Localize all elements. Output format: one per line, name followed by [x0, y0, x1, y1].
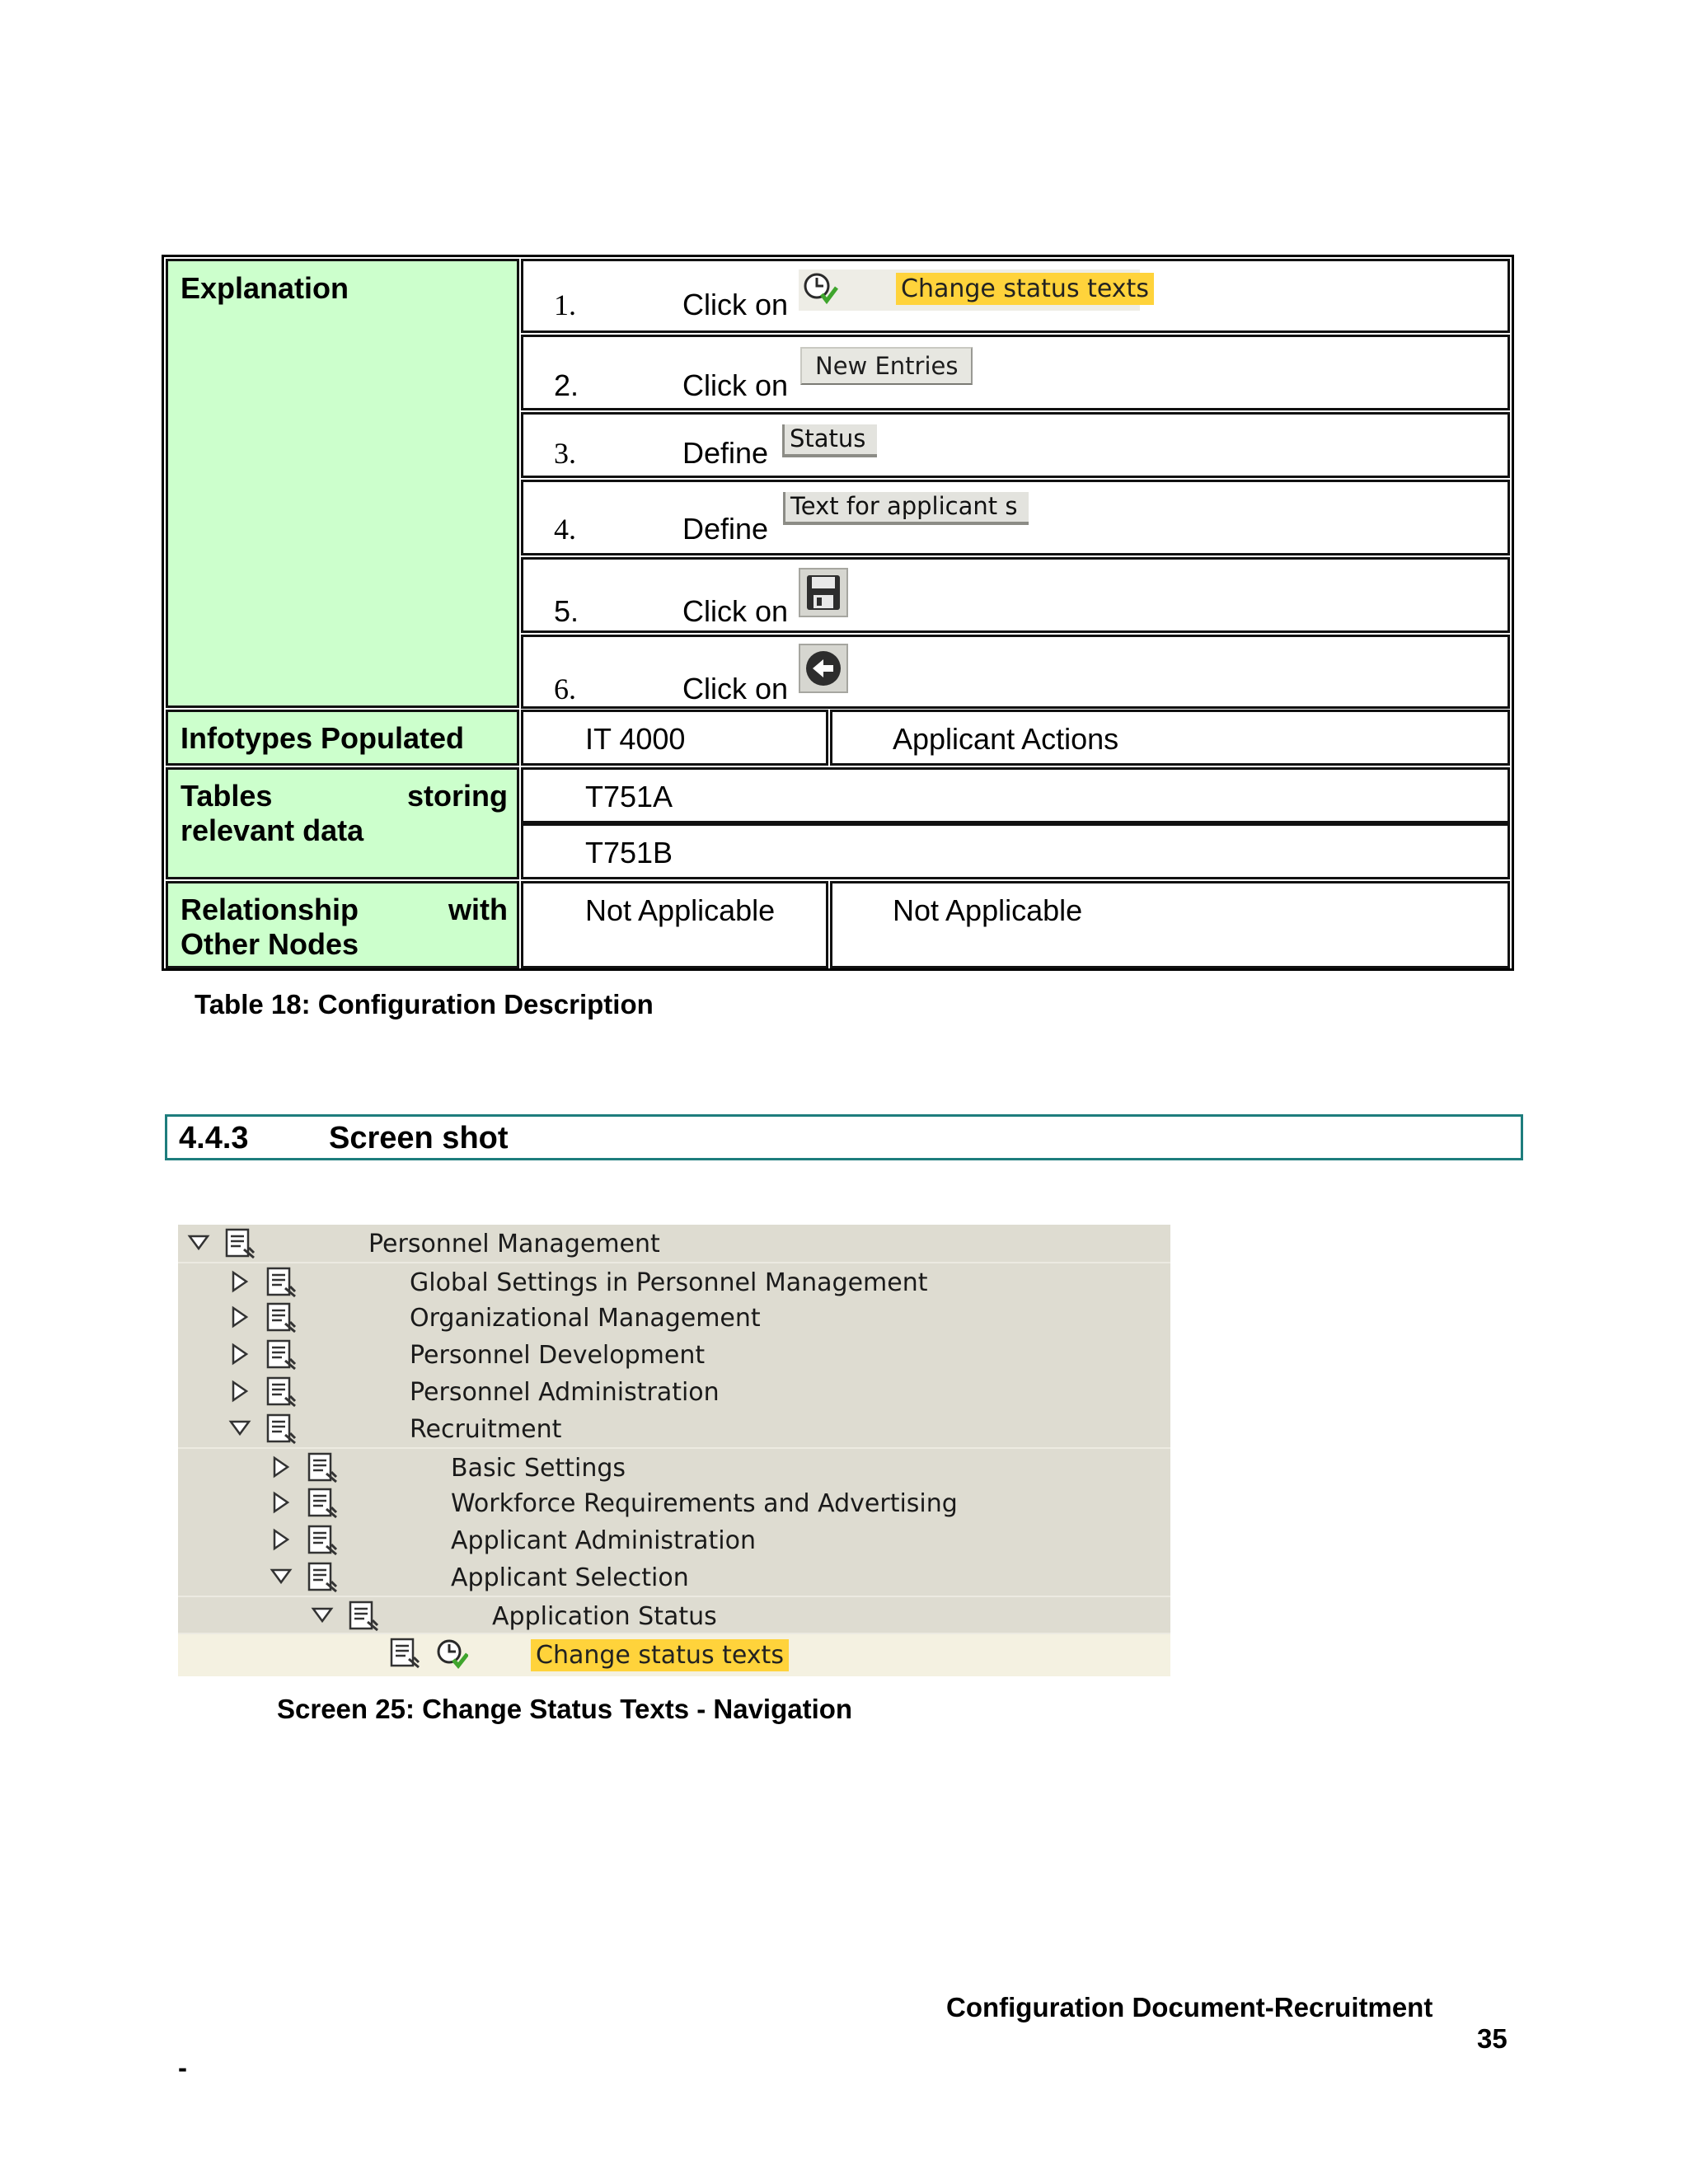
tree-node[interactable] — [178, 1521, 1170, 1558]
step-row-2 — [521, 335, 1510, 410]
infotypes-label: Infotypes Populated — [181, 721, 465, 755]
tree-node[interactable] — [178, 1410, 1170, 1447]
collapsed-triangle-icon[interactable] — [227, 1305, 252, 1329]
tables-label-line1 — [181, 779, 508, 813]
tree-node[interactable] — [178, 1225, 1170, 1262]
footer-dash: - — [178, 2052, 187, 2083]
step-row-5 — [521, 557, 1510, 633]
tables-label-line2: relevant data — [181, 813, 364, 847]
step-action: Click on — [682, 288, 789, 321]
tree-node[interactable] — [178, 1373, 1170, 1410]
section-heading — [165, 1114, 1523, 1160]
collapsed-triangle-icon[interactable] — [269, 1527, 293, 1552]
table-value: T751A — [585, 780, 673, 813]
step-number: 6. — [554, 673, 576, 705]
step-number: 2. — [554, 368, 579, 402]
table-caption: Table 18: Configuration Description — [195, 989, 654, 1019]
execute-clock-icon — [802, 271, 838, 307]
table-value: T751B — [585, 836, 673, 869]
document-icon — [307, 1488, 340, 1519]
step-action: Click on — [682, 594, 789, 628]
document-icon — [265, 1376, 298, 1408]
img-navigation-tree — [178, 1225, 1170, 1675]
relationship-label-word1: Relationship — [181, 893, 359, 926]
document-icon — [307, 1452, 340, 1483]
explanation-label: Explanation — [181, 271, 349, 305]
document-icon — [224, 1228, 257, 1259]
expanded-triangle-icon[interactable] — [186, 1230, 211, 1255]
change-status-texts-node[interactable] — [799, 269, 1149, 311]
table-value-cell — [521, 823, 1510, 879]
relationship-value: Not Applicable — [585, 893, 776, 927]
collapsed-triangle-icon[interactable] — [227, 1269, 252, 1294]
step-row-4 — [521, 480, 1510, 555]
expanded-triangle-icon[interactable] — [269, 1564, 293, 1589]
tree-node-label: Applicant Administration — [451, 1526, 756, 1555]
back-icon[interactable] — [799, 644, 848, 693]
infotype-name-cell — [830, 710, 1510, 766]
relationship-label-cell — [166, 881, 519, 968]
explanation-label-cell — [166, 259, 519, 708]
tree-node-label: Global Settings in Personnel Management — [410, 1268, 928, 1297]
tree-node-label: Recruitment — [410, 1415, 562, 1444]
step-row-3 — [521, 412, 1510, 478]
step-number: 4. — [554, 513, 576, 546]
document-icon — [389, 1638, 422, 1669]
tree-node[interactable] — [178, 1262, 1170, 1301]
new-entries-button[interactable]: New Entries — [800, 347, 973, 385]
tree-node[interactable] — [178, 1596, 1170, 1634]
tree-node-label: Applicant Selection — [451, 1563, 689, 1592]
tree-node-label: Application Status — [492, 1602, 717, 1631]
configuration-table — [162, 255, 1514, 971]
execute-clock-icon[interactable] — [435, 1638, 468, 1671]
document-icon — [307, 1525, 340, 1556]
document-icon — [265, 1339, 298, 1371]
tree-node-label: Basic Settings — [451, 1454, 626, 1483]
tree-node-label: Personnel Development — [410, 1341, 706, 1370]
tables-label-word2: storing — [407, 779, 508, 813]
document-icon — [265, 1302, 298, 1333]
tree-node-label: Organizational Management — [410, 1304, 761, 1333]
tree-node[interactable] — [178, 1299, 1170, 1336]
tree-node[interactable] — [178, 1447, 1170, 1486]
infotype-name: Applicant Actions — [893, 722, 1119, 756]
applicant-status-text-field-header[interactable]: Text for applicant s — [783, 492, 1029, 525]
document-icon — [265, 1267, 298, 1298]
collapsed-triangle-icon[interactable] — [269, 1455, 293, 1479]
relationship-value: Not Applicable — [893, 893, 1083, 927]
step-action: Click on — [682, 368, 789, 402]
status-field-header[interactable]: Status — [782, 424, 877, 457]
step-row-1 — [521, 259, 1510, 333]
tree-node-label: Personnel Management — [368, 1230, 660, 1258]
tree-node-label: Personnel Administration — [410, 1378, 720, 1407]
section-title: Screen shot — [329, 1121, 509, 1155]
relationship-value-cell — [521, 881, 828, 968]
tables-label-word1: Tables — [181, 779, 273, 813]
tree-node[interactable] — [178, 1484, 1170, 1521]
step-row-6 — [521, 635, 1510, 709]
relationship-value-cell — [830, 881, 1510, 968]
step-action: Define — [682, 436, 769, 470]
step-number: 3. — [554, 437, 576, 470]
step-number: 1. — [554, 288, 576, 321]
expanded-triangle-icon[interactable] — [310, 1603, 335, 1628]
collapsed-triangle-icon[interactable] — [227, 1379, 252, 1404]
infotype-code-cell — [521, 710, 828, 766]
tables-label-cell — [166, 767, 519, 879]
change-status-texts-label: Change status texts — [896, 273, 1154, 305]
relationship-label-word2: with — [448, 893, 508, 926]
tree-node[interactable] — [178, 1336, 1170, 1373]
infotypes-label-cell — [166, 710, 519, 766]
collapsed-triangle-icon[interactable] — [269, 1490, 293, 1515]
tree-node[interactable] — [178, 1558, 1170, 1596]
save-icon[interactable] — [799, 568, 848, 617]
relationship-label-line2: Other Nodes — [181, 927, 359, 961]
screen-caption: Screen 25: Change Status Texts - Navigation — [277, 1694, 853, 1724]
footer-document-title: Configuration Document-Recruitment — [946, 1992, 1433, 2022]
document-icon — [265, 1413, 298, 1445]
expanded-triangle-icon[interactable] — [227, 1416, 252, 1441]
tree-node-label: Workforce Requirements and Advertising — [451, 1489, 958, 1518]
document-icon — [348, 1601, 381, 1632]
step-action: Click on — [682, 672, 789, 705]
step-action: Define — [682, 512, 769, 546]
collapsed-triangle-icon[interactable] — [227, 1342, 252, 1366]
infotype-code: IT 4000 — [585, 722, 686, 756]
section-number: 4.4.3 — [179, 1121, 249, 1155]
tree-node-selected[interactable] — [178, 1633, 1170, 1676]
table-value-cell — [521, 767, 1510, 823]
document-icon — [307, 1562, 340, 1593]
change-status-texts-link[interactable]: Change status texts — [531, 1639, 789, 1671]
page-number: 35 — [1477, 2023, 1507, 2054]
step-number: 5. — [554, 594, 579, 628]
relationship-label-line1 — [181, 893, 508, 927]
